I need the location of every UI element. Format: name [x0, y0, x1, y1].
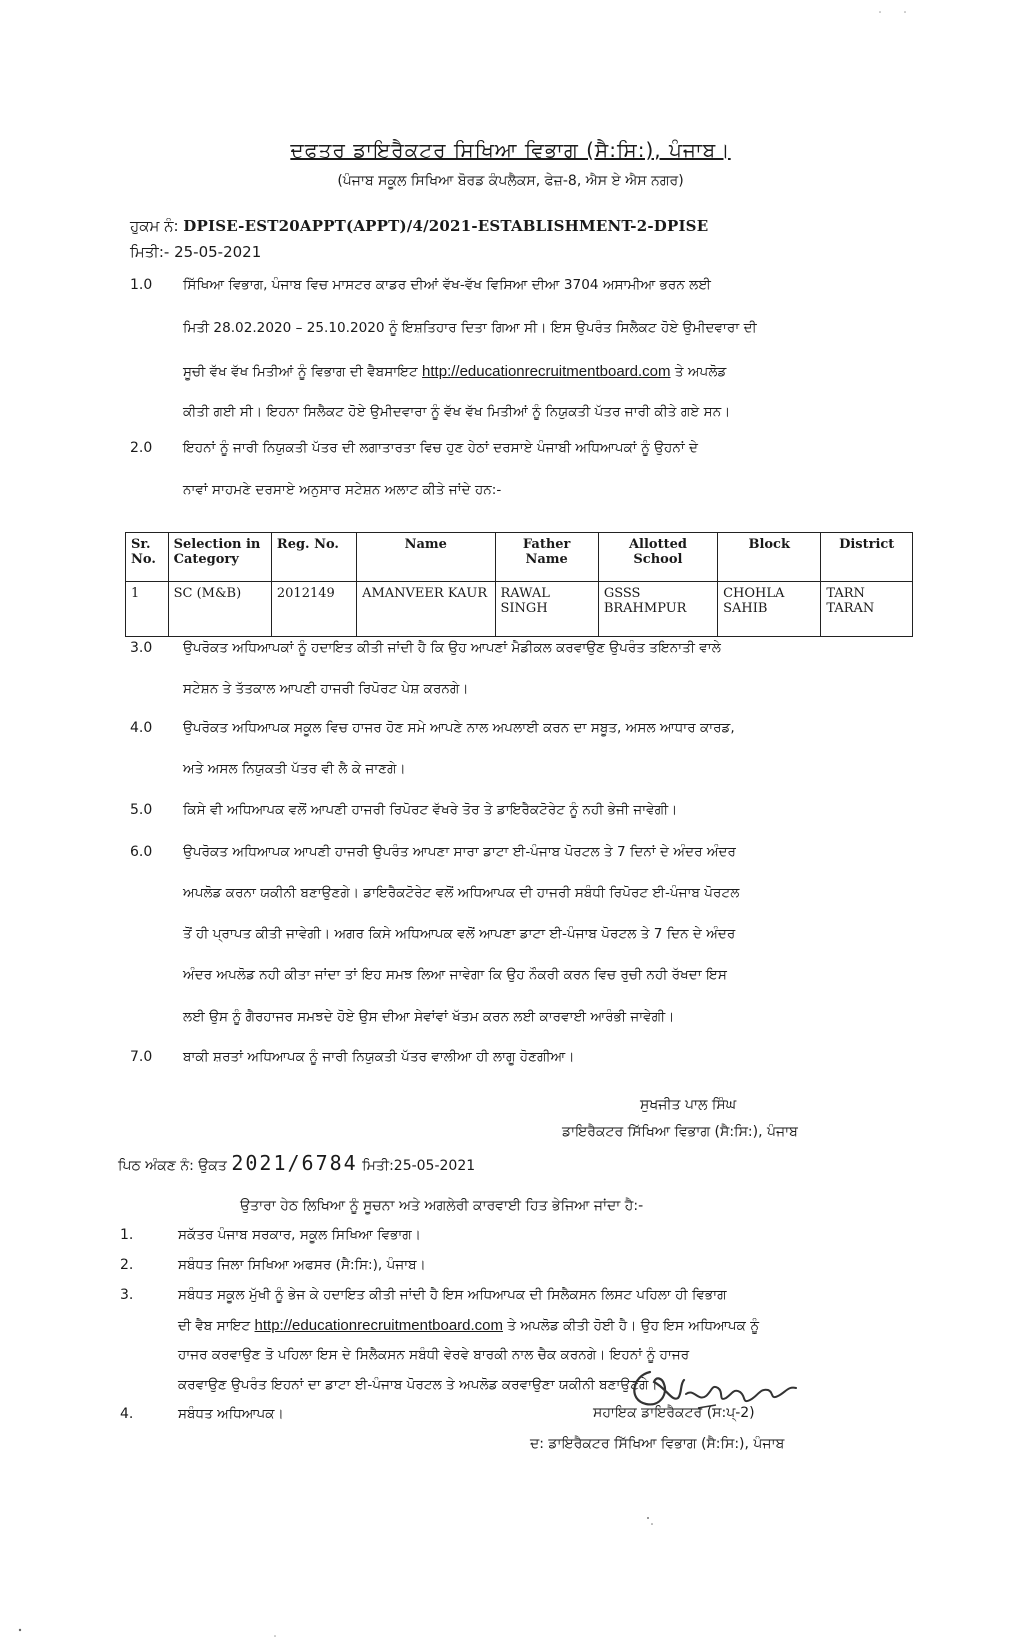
para-line: ਅਪਲੋਡ ਕਰਨਾ ਯਕੀਨੀ ਬਣਾਉਣਗੇ। ਡਾਇਰੈਕਟੋਰੇਟ ਵਲੋਂ ਅਧਿਆਪਕ ਦੀ ਹਾਜਰੀ ਸਬੰਧੀ ਰਿਪੋਰਟ ਈ-ਪੰਜਾਬ ਪੋਰਟਲ [183, 885, 740, 901]
para-number: 6.0 [130, 844, 153, 860]
para-line: ਉਪਰੋਕਤ ਅਧਿਆਪਕਾਂ ਨੂੰ ਹਦਾਇਤ ਕੀਤੀ ਜਾਂਦੀ ਹੈ ਕਿ ਉਹ ਆਪਣਾਂ ਮੈਡੀਕਲ ਕਰਵਾਉਣ ਉਪਰੰਤ ਤਇਨਾਤੀ ਵਾਲੇ [183, 640, 721, 656]
para-line: ਸਿੱਖਿਆ ਵਿਭਾਗ, ਪੰਜਾਬ ਵਿਚ ਮਾਸਟਰ ਕਾਡਰ ਦੀਆਂ ਵੱਖ-ਵੱਖ ਵਿਸਿਆ ਦੀਆ 3704 ਅਸਾਮੀਆ ਭਰਨ ਲਈ [183, 277, 711, 293]
recipient-line: ਸਕੱਤਰ ਪੰਜਾਬ ਸਰਕਾਰ, ਸਕੂਲ ਸਿਖਿਆ ਵਿਭਾਗ। [178, 1227, 421, 1243]
recipient-number: 2. [120, 1257, 134, 1273]
recipient-number: 4. [120, 1406, 134, 1422]
website-link[interactable]: http://educationrecruitmentboard.com [422, 363, 671, 380]
recipient-number: 1. [120, 1227, 134, 1243]
table-cell: AMANVEER KAUR [357, 582, 495, 637]
forward-intro: ਉਤਾਰਾ ਹੇਠ ਲਿਖਿਆ ਨੂੰ ਸੂਚਨਾ ਅਤੇ ਅਗਲੇਰੀ ਕਾਰਵਾਈ ਹਿਤ ਭੇਜਿਆ ਜਾਂਦਾ ਹੈ:- [240, 1198, 644, 1214]
para-text: ਸੂਚੀ ਵੱਖ ਵੱਖ ਮਿਤੀਆਂ ਨੂੰ ਵਿਭਾਗ ਦੀ ਵੈਬਸਾਇਟ [183, 364, 418, 380]
endorsement-label: ਪਿਠ ਅੰਕਣ ਨੰ: ਉਕਤ [118, 1158, 227, 1174]
table-header: Sr. No. [126, 533, 169, 582]
para-line: ਉਪਰੋਕਤ ਅਧਿਆਪਕ ਆਪਣੀ ਹਾਜਰੀ ਉਪਰੰਤ ਆਪਣਾ ਸਾਰਾ ਡਾਟਾ ਈ-ਪੰਜਾਬ ਪੋਰਟਲ ਤੇ 7 ਦਿਨਾਂ ਦੇ ਅੰਦਰ ਅੰਦਰ [183, 844, 736, 860]
para-number: 4.0 [130, 720, 153, 736]
office-address: (ਪੰਜਾਬ ਸਕੂਲ ਸਿਖਿਆ ਬੋਰਡ ਕੰਪਲੈਕਸ, ਫੇਜ਼-8, ਐਸ ਏ ਐਸ ਨਗਰ) [337, 173, 684, 189]
table-cell: RAWAL SINGH [495, 582, 598, 637]
para-line: ਲਈ ਉਸ ਨੂੰ ਗੈਰਹਾਜਰ ਸਮਝਦੇ ਹੋਏ ਉਸ ਦੀਆ ਸੇਵਾਂਵਾਂ ਖੱਤਮ ਕਰਨ ਲਈ ਕਾਰਵਾਈ ਆਰੰਭੀ ਜਾਵੇਗੀ। [183, 1009, 675, 1025]
para-line: ਮਿਤੀ 28.02.2020 – 25.10.2020 ਨੂੰ ਇਸ਼ਤਿਹਾਰ ਦਿਤਾ ਗਿਆ ਸੀ। ਇਸ ਉਪਰੰਤ ਸਿਲੈਕਟ ਹੋਏ ਉਮੀਦਵਾਰਾ ਦੀ [183, 320, 757, 336]
recipient-line: ਹਾਜਰ ਕਰਵਾਉਣ ਤੋ ਪਹਿਲਾ ਇਸ ਦੇ ਸਿਲੈਕਸਨ ਸਬੰਧੀ ਵੇਰਵੇ ਬਾਰਕੀ ਨਾਲ ਚੈਕ ਕਰਨਗੇ। ਇਹਨਾਂ ਨੂੰ ਹਾਜਰ [178, 1347, 690, 1363]
para-line: ਅੰਦਰ ਅਪਲੋਡ ਨਹੀ ਕੀਤਾ ਜਾਂਦਾ ਤਾਂ ਇਹ ਸਮਝ ਲਿਆ ਜਾਵੇਗਾ ਕਿ ਉਹ ਨੌਕਰੀ ਕਰਨ ਵਿਚ ਰੁਚੀ ਨਹੀ ਰੱਖਦਾ ਇਸ [183, 967, 727, 983]
para-number: 5.0 [130, 802, 153, 818]
para-number: 1.0 [130, 277, 153, 293]
para-line: ਕੀਤੀ ਗਈ ਸੀ। ਇਹਨਾ ਸਿਲੈਕਟ ਹੋਏ ਉਮੀਦਵਾਰਾ ਨੂੰ ਵੱਖ ਵੱਖ ਮਿਤੀਆਂ ਨੂੰ ਨਿਯੁਕਤੀ ਪੱਤਰ ਜਾਰੀ ਕੀਤੇ ਗਏ ਸਨ। [183, 404, 731, 420]
website-link[interactable]: http://educationrecruitmentboard.com [254, 1317, 503, 1334]
recipient-text: ਦੀ ਵੈਬ ਸਾਇਟ [178, 1318, 251, 1334]
table-header: Block [718, 533, 821, 582]
table-header: Name [357, 533, 495, 582]
para-number: 7.0 [130, 1049, 153, 1065]
para-line: ਅਤੇ ਅਸਲ ਨਿਯੁਕਤੀ ਪੱਤਰ ਵੀ ਲੈ ਕੇ ਜਾਣਗੇ। [183, 761, 406, 777]
order-date-label: ਮਿਤੀ:- [130, 243, 170, 261]
office-title: ਦਫਤਰ ਡਾਇਰੈਕਟਰ ਸਿਖਿਆ ਵਿਭਾਗ (ਸੈ:ਸਿ:), ਪੰਜਾਬ। [290, 138, 731, 162]
endorsement-number: 2021/6784 [231, 1151, 358, 1175]
para-line: ਉਪਰੋਕਤ ਅਧਿਆਪਕ ਸਕੂਲ ਵਿਚ ਹਾਜਰ ਹੋਣ ਸਮੇ ਆਪਣੇ ਨਾਲ ਅਪਲਾਈ ਕਰਨ ਦਾ ਸਬੂਤ, ਅਸਲ ਆਧਾਰ ਕਾਰਡ, [183, 720, 735, 736]
recipient-number: 3. [120, 1287, 134, 1303]
table-cell: SC (M&B) [168, 582, 271, 637]
table-header: Selection in Category [168, 533, 271, 582]
para-line: ਕਿਸੇ ਵੀ ਅਧਿਆਪਕ ਵਲੋਂ ਆਪਣੀ ਹਾਜਰੀ ਰਿਪੋਰਟ ਵੱਖਰੇ ਤੋਰ ਤੇ ਡਾਇਰੈਕਟੋਰੇਟ ਨੂੰ ਨਹੀ ਭੇਜੀ ਜਾਵੇਗੀ। [183, 802, 678, 818]
order-number-label: ਹੁਕਮ ਨੰ: [130, 217, 179, 235]
para-line: ਤੋਂ ਹੀ ਪ੍ਰਾਪਤ ਕੀਤੀ ਜਾਵੇਗੀ। ਅਗਰ ਕਿਸੇ ਅਧਿਆਪਕ ਵਲੋਂ ਆਪਣਾ ਡਾਟਾ ਈ-ਪੰਜਾਬ ਪੋਰਟਲ ਤੇ 7 ਦਿਨ ਦੇ ਅੰਦਰ [183, 926, 736, 942]
para-line: ਇਹਨਾਂ ਨੂੰ ਜਾਰੀ ਨਿਯੁਕਤੀ ਪੱਤਰ ਦੀ ਲਗਾਤਾਰਤਾ ਵਿਚ ਹੁਣ ਹੇਠਾਂ ਦਰਸਾਏ ਪੰਜਾਬੀ ਅਧਿਆਪਕਾਂ ਨੂੰ ਉਹਨਾਂ ਦੇ [183, 440, 699, 456]
assistant-director-designation: ਸਹਾਇਕ ਡਾਇਰੈਕਟਰ (ਸ:ਪ੍-2) [593, 1405, 755, 1421]
signatory-designation: ਡਾਇਰੈਕਟਰ ਸਿੱਖਿਆ ਵਿਭਾਗ (ਸੈ:ਸਿ:), ਪੰਜਾਬ [562, 1124, 798, 1140]
order-date: 25-05-2021 [174, 243, 262, 261]
table-cell: TARN TARAN [821, 582, 913, 637]
order-number: DPISE-EST20APPT(APPT)/4/2021-ESTABLISHMENT-2-DPISE [183, 217, 709, 235]
para-line: ਨਾਵਾਂ ਸਾਹਮਣੇ ਦਰਸਾਏ ਅਨੁਸਾਰ ਸਟੇਸ਼ਨ ਅਲਾਟ ਕੀਤੇ ਜਾਂਦੇ ਹਨ:- [183, 482, 502, 498]
para-line: ਸਟੇਸ਼ਨ ਤੇ ਤੱਤਕਾਲ ਆਪਣੀ ਹਾਜਰੀ ਰਿਪੋਰਟ ਪੇਸ਼ ਕਰਨਗੇ। [183, 681, 469, 697]
table-header: Allotted School [598, 533, 717, 582]
recipient-text: ਤੇ ਅਪਲੋਡ ਕੀਤੀ ਹੋਈ ਹੈ। ਉਹ ਇਸ ਅਧਿਆਪਕ ਨੂੰ [507, 1318, 760, 1334]
recipient-line: ਕਰਵਾਉਣ ਉਪਰੰਤ ਇਹਨਾਂ ਦਾ ਡਾਟਾ ਈ-ਪੰਜਾਬ ਪੋਰਟਲ ਤੇ ਅਪਲੋਡ ਕਰਵਾਉਣਾ ਯਕੀਨੀ ਬਣਾਉਣਗੇ। [178, 1377, 658, 1393]
table-header: District [821, 533, 913, 582]
assistant-director-office: ਦ: ਡਾਇਰੈਕਟਰ ਸਿੱਖਿਆ ਵਿਭਾਗ (ਸੈ:ਸਿ:), ਪੰਜਾਬ [530, 1436, 785, 1452]
table-cell: 1 [126, 582, 169, 637]
endorsement-date: ਮਿਤੀ:25-05-2021 [362, 1158, 476, 1174]
para-number: 2.0 [130, 440, 153, 456]
signatory-name: ਸੁਖਜੀਤ ਪਾਲ ਸਿੰਘ [640, 1097, 737, 1113]
para-text: ਤੇ ਅਪਲੋਡ [674, 364, 727, 380]
table-cell: 2012149 [271, 582, 356, 637]
para-line: ਬਾਕੀ ਸ਼ਰਤਾਂ ਅਧਿਆਪਕ ਨੂੰ ਜਾਰੀ ਨਿਯੁਕਤੀ ਪੱਤਰ ਵਾਲੀਆ ਹੀ ਲਾਗੂ ਹੋਣਗੀਆ। [183, 1049, 575, 1065]
recipient-line: ਸਬੰਧਤ ਸਕੂਲ ਮੁੱਖੀ ਨੂੰ ਭੇਜ ਕੇ ਹਦਾਇਤ ਕੀਤੀ ਜਾਂਦੀ ਹੈ ਇਸ ਅਧਿਆਪਕ ਦੀ ਸਿਲੈਕਸਨ ਲਿਸਟ ਪਹਿਲਾ ਹੀ ਵਿਭਾਗ [178, 1287, 727, 1303]
table-cell: CHOHLA SAHIB [718, 582, 821, 637]
recipient-line: ਸਬੰਧਤ ਅਧਿਆਪਕ। [178, 1406, 284, 1422]
table-header: Father Name [495, 533, 598, 582]
para-number: 3.0 [130, 640, 153, 656]
table-header: Reg. No. [271, 533, 356, 582]
table-cell: GSSS BRAHMPUR [598, 582, 717, 637]
recipient-line: ਸਬੰਧਤ ਜਿਲਾ ਸਿਖਿਆ ਅਫਸਰ (ਸੈ:ਸਿ:), ਪੰਜਾਬ। [178, 1257, 426, 1273]
